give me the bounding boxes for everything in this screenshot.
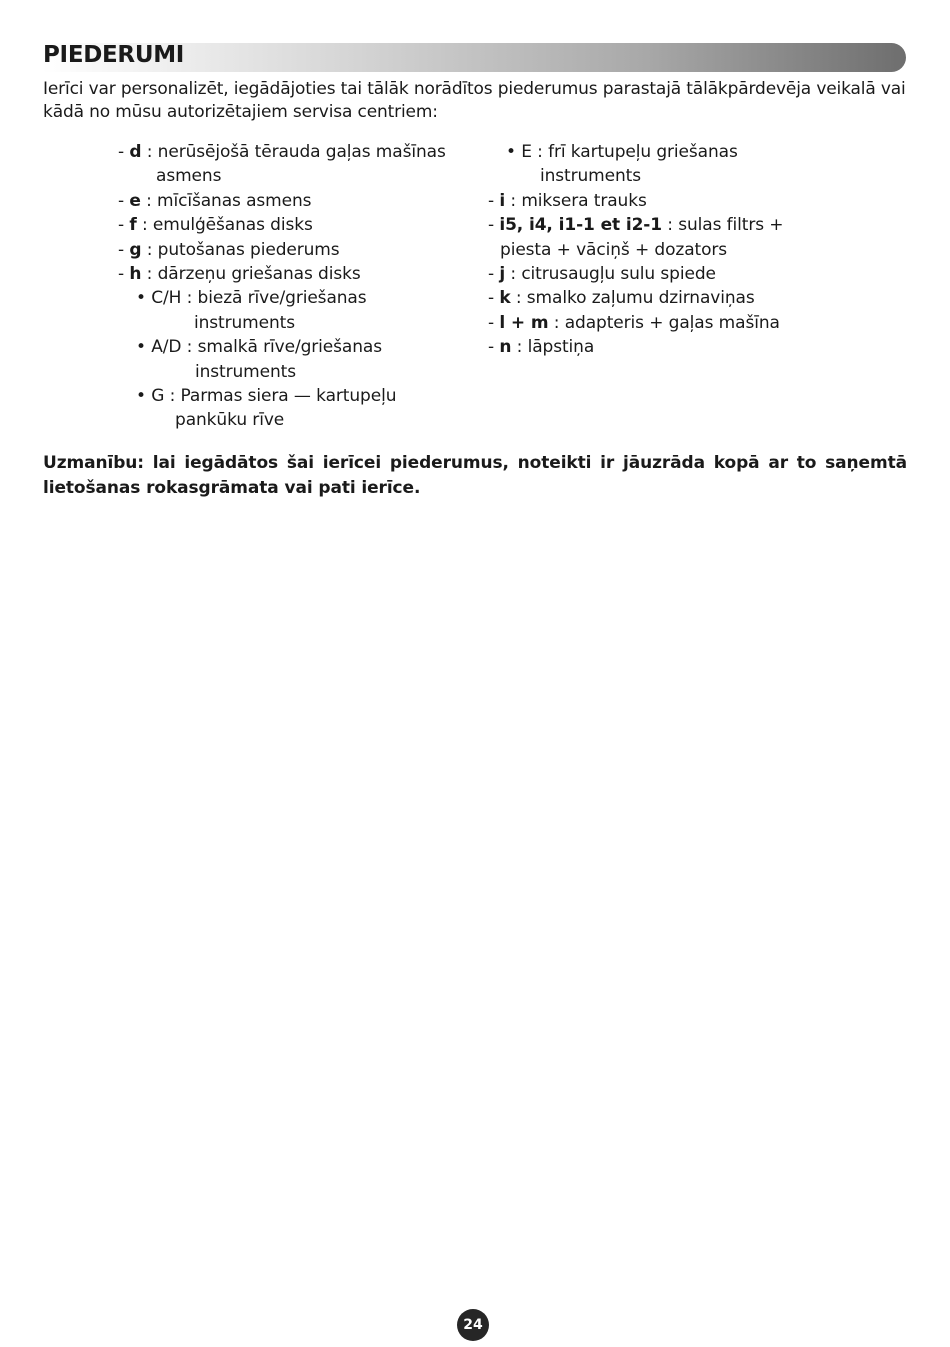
page-number-badge: 24 <box>457 1309 489 1341</box>
sub-list-item-continuation: instruments <box>540 166 641 187</box>
list-item: - n : lāpstiņa <box>488 337 595 358</box>
list-item: - i : miksera trauks <box>488 190 647 211</box>
sub-list-item-continuation: pankūku rīve <box>175 410 285 431</box>
list-item: - e : mīcīšanas asmens <box>118 190 312 211</box>
list-item: - f : emulģēšanas disks <box>118 215 313 236</box>
list-item-continuation: piesta + vāciņš + dozators <box>500 239 728 260</box>
list-item: - g : putošanas piederums <box>118 239 340 260</box>
sub-list-item: • A/D : smalkā rīve/griešanas <box>136 337 382 358</box>
accessories-list-right <box>488 140 818 360</box>
list-item: - d : nerūsējošā tērauda gaļas mašīnas <box>118 142 446 162</box>
accessories-list-left <box>118 140 478 433</box>
section-title: PIEDERUMI <box>43 42 185 68</box>
sub-list-item: • E : frī kartupeļu griešanas <box>506 142 738 162</box>
list-item: - k : smalko zaļumu dzirnaviņas <box>488 288 755 309</box>
list-item: - j : citrusaugļu sulu spiede <box>488 264 716 285</box>
list-item: - h : dārzeņu griešanas disks <box>118 264 361 285</box>
warning-paragraph: Uzmanību: lai iegādātos šai ierīcei piederumus, noteikti ir jāuzrāda kopā ar to saņemtā lietošanas rokasgrāmata vai pati ierīce. <box>43 453 907 498</box>
list-item-continuation: asmens <box>156 166 222 187</box>
list-item: - l + m : adapteris + gaļas mašīna <box>488 312 780 333</box>
sub-list-item: • C/H : biezā rīve/griešanas <box>136 288 367 309</box>
intro-paragraph: Ierīci var personalizēt, iegādājoties tai tālāk norādītos piederumus parastajā tālākpārdevēja veikalā vai kādā no mūsu autorizētajiem servisa centriem: <box>43 79 906 122</box>
list-item: - i5, i4, i1-1 et i2-1 : sulas filtrs + <box>488 215 784 236</box>
sub-list-item: • G : Parmas siera — kartupeļu <box>136 386 397 407</box>
sub-list-item-continuation: instruments <box>195 361 296 382</box>
sub-list-item-continuation: instruments <box>194 312 295 333</box>
